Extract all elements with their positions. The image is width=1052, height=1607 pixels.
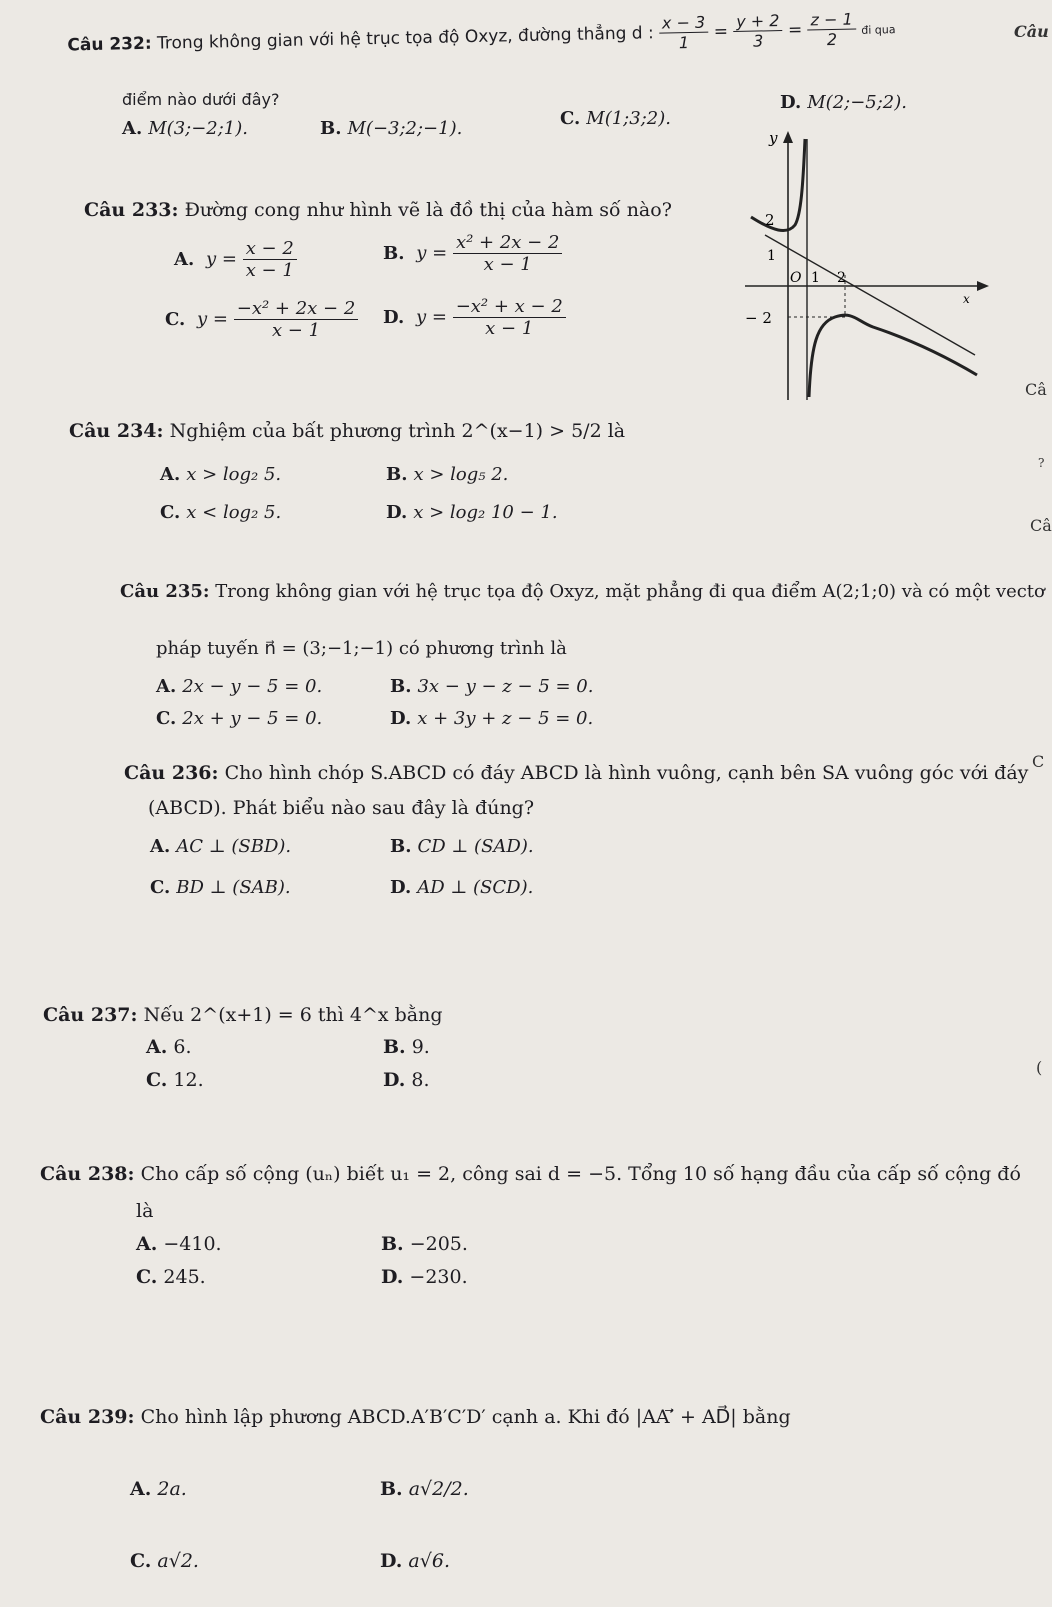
q235-stem [120,581,1045,602]
graph-right-branch [809,315,977,397]
graph-tick-x1: 1 [811,270,820,286]
q238-line2: là [136,1200,154,1222]
q236-stem [124,762,1028,784]
q235-option-b[interactable]: B. 3x − y − z − 5 = 0. [390,676,594,697]
q237-option-b[interactable]: B. 9. [383,1036,430,1058]
graph-origin: O [790,270,802,286]
q234-option-b[interactable]: B. x > log₅ 2. [386,464,509,485]
q238-stem [40,1163,1021,1185]
edge-fragment-6: ( [1036,1058,1043,1077]
q236-text: Cho hình chóp S.ABCD có đáy ABCD là hình vuông, cạnh bên SA vuông góc với đáy [224,762,1029,784]
q239-text: Cho hình lập phương ABCD.A′B′C′D′ cạnh a. Khi đó |AA′⃗ + AD⃗| bằng [140,1406,791,1428]
q238-option-d[interactable]: D. −230. [381,1266,468,1288]
q239-option-d[interactable]: D. a√6. [380,1550,450,1572]
q239-stem [40,1406,791,1428]
q236-line2: (ABCD). Phát biểu nào sau đây là đúng? [148,797,535,819]
q238-option-a[interactable]: A. −410. [136,1233,222,1255]
q235-option-c[interactable]: C. 2x + y − 5 = 0. [156,708,323,729]
q232-stem: Câu 232: Trong không gian với hệ trục tọa độ Oxyz, đường thẳng d : $\frac{x - 3}{1}$ = $\frac{y + 2}{3}$ = $\frac{z - 1}{2}$ đi qua [67,9,896,56]
q239-option-a[interactable]: A. 2a. [130,1478,187,1500]
q232-eq: $\frac{x - 3}{1}$ [659,13,709,53]
graph-oblique-asymptote [765,235,975,355]
edge-fragment-2: Câ [1025,380,1047,399]
q237-stem [43,1004,443,1026]
q233-option-d[interactable]: D. y = $\frac{\text{−x² + x − 2}}{x - 1}$ [383,296,566,339]
q234-option-c[interactable]: C. x < log₂ 5. [160,502,282,523]
q238-option-c[interactable]: C. 245. [136,1266,206,1288]
q239-label: Câu 239: [40,1406,135,1428]
graph-x-arrow [977,281,989,291]
q232-option-d[interactable]: D. M(2;−5;2). [780,92,907,113]
graph-tick-1: 1 [767,248,776,264]
q235-text: Trong không gian với hệ trục tọa độ Oxyz, mặt phẳng đi qua điểm A(2;1;0) và có một vectơ [215,581,1045,602]
q232-label: Câu 232: [67,33,152,56]
q239-option-c[interactable]: C. a√2. [130,1550,199,1572]
edge-fragment-3: ? [1038,456,1045,470]
q233-option-c[interactable]: C. y = $\frac{\text{−x² + 2x − 2}}{x - 1}$ [165,298,358,341]
graph-y-arrow [783,131,793,143]
graph-left-branch [751,139,805,231]
q237-option-c[interactable]: C. 12. [146,1069,204,1091]
graph-x-label: x [963,292,970,306]
q236-option-b[interactable]: B. CD ⊥ (SAD). [390,836,534,857]
q238-label: Câu 238: [40,1163,135,1185]
graph-tick-neg2: − 2 [745,309,772,327]
q232-option-c[interactable]: C. M(1;3;2). [560,108,671,129]
q232-option-a[interactable]: A. M(3;−2;1). [122,118,248,139]
q232-text: Trong không gian với hệ trục tọa độ Oxyz, đường thẳng d : [156,23,654,54]
q233-text: Đường cong như hình vẽ là đồ thị của hàm số nào? [184,199,672,221]
q237-option-d[interactable]: D. 8. [383,1069,430,1091]
q237-label: Câu 237: [43,1004,138,1026]
q236-option-c[interactable]: C. BD ⊥ (SAB). [150,877,291,898]
edge-fragment-5: C [1032,752,1045,771]
edge-fragment-1: Câu [1014,22,1049,41]
graph-tick-x2: 2 [837,270,846,286]
q237-text: Nếu 2^(x+1) = 6 thì 4^x bằng [143,1004,443,1026]
q235-option-d[interactable]: D. x + 3y + z − 5 = 0. [390,708,594,729]
q234-text: Nghiệm của bất phương trình 2^(x−1) > 5/2 là [169,420,626,442]
q236-option-d[interactable]: D. AD ⊥ (SCD). [390,877,534,898]
q234-option-a[interactable]: A. x > log₂ 5. [160,464,282,485]
q238-text: Cho cấp số cộng (uₙ) biết u₁ = 2, công sai d = −5. Tổng 10 số hạng đầu của cấp số cộng đó [140,1163,1021,1185]
q233-option-b[interactable]: B. y = $\frac{\text{x² + 2x − 2}}{x - 1}$ [383,232,562,275]
edge-fragment-4: Câ [1030,516,1052,535]
q234-label: Câu 234: [69,420,164,442]
q232-line2: điểm nào dưới đây? [122,90,280,109]
q233-graph [745,125,1005,405]
graph-tick-2: 2 [765,211,775,229]
q238-option-b[interactable]: B. −205. [381,1233,468,1255]
q233-label: Câu 233: [84,199,179,221]
q232-option-b[interactable]: B. M(−3;2;−1). [320,118,463,139]
q233-option-a[interactable]: A. y = $\frac{x - 2}{x - 1}$ [174,238,297,281]
q233-stem [84,199,672,221]
q235-line2: pháp tuyến n⃗ = (3;−1;−1) có phương trình là [156,638,567,659]
graph-y-label: y [769,129,778,147]
q234-stem [69,420,625,442]
q237-option-a[interactable]: A. 6. [146,1036,192,1058]
q232-tail: đi qua [861,23,896,37]
q236-label: Câu 236: [124,762,219,784]
q239-option-b[interactable]: B. a√2/2. [380,1478,469,1500]
q234-option-d[interactable]: D. x > log₂ 10 − 1. [386,502,558,523]
q235-label: Câu 235: [120,581,210,602]
q236-option-a[interactable]: A. AC ⊥ (SBD). [150,836,292,857]
q235-option-a[interactable]: A. 2x − y − 5 = 0. [156,676,323,697]
